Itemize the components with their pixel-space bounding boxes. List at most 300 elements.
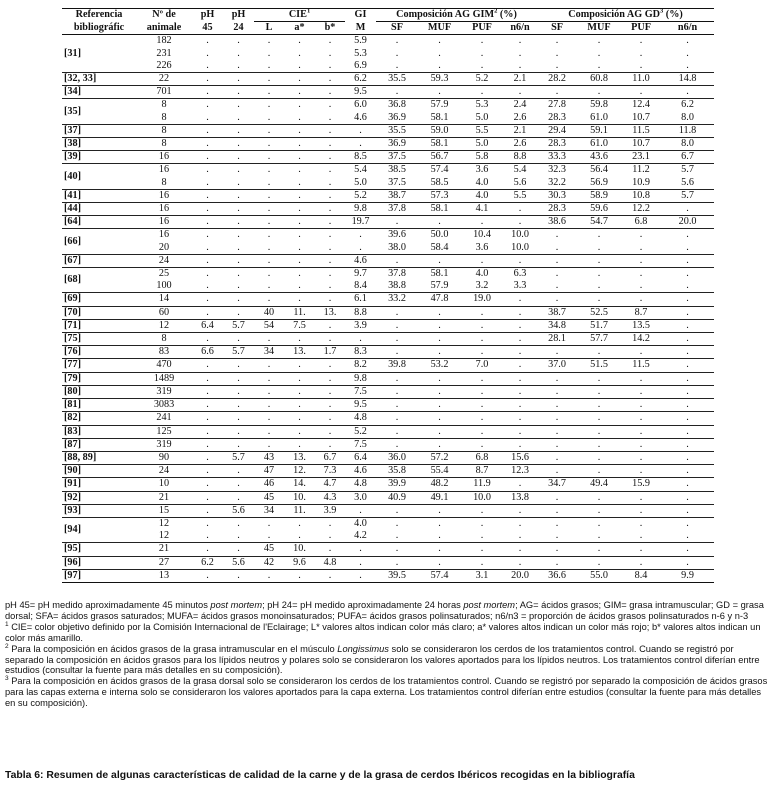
value-cell: . xyxy=(223,306,254,319)
value-cell: . xyxy=(192,189,223,202)
reference-cell: [39] xyxy=(62,151,136,164)
table-row xyxy=(62,242,714,255)
value-cell: 6.4 xyxy=(345,451,376,464)
value-cell: . xyxy=(395,35,399,47)
value-cell: . xyxy=(315,229,345,242)
header-gd-muf: MUF xyxy=(577,22,621,35)
value-cell: . xyxy=(503,333,537,346)
reference-cell: [76] xyxy=(62,346,136,359)
value-cell: . xyxy=(661,359,714,372)
value-cell: . xyxy=(223,254,254,267)
value-cell: 20.0 xyxy=(503,569,537,582)
value-cell: . xyxy=(503,425,537,438)
value-cell: 8 xyxy=(161,176,167,188)
value-cell: . xyxy=(298,241,301,253)
value-cell: . xyxy=(345,124,376,137)
value-cell: . xyxy=(376,306,418,319)
value-cell: 39.6 xyxy=(376,229,418,242)
data-table xyxy=(62,8,714,583)
value-cell: . xyxy=(661,333,714,346)
value-cell: 58.1 xyxy=(418,203,461,216)
value-cell: 45 xyxy=(254,543,284,556)
value-cell: 21 xyxy=(136,543,192,556)
header-ph45: pH xyxy=(192,9,223,22)
value-cell: . xyxy=(284,203,315,216)
value-cell: . xyxy=(621,491,661,504)
value-cell: . xyxy=(298,280,301,292)
value-cell: . xyxy=(661,478,714,491)
table-row xyxy=(62,112,714,125)
value-cell: . xyxy=(192,359,223,372)
value-cell: . xyxy=(223,293,254,306)
value-cell: . xyxy=(418,372,461,385)
value-cell: . xyxy=(254,412,284,425)
value-cell: . xyxy=(192,491,223,504)
value-cell: . xyxy=(376,319,418,332)
value-cell: 4.3 xyxy=(315,491,345,504)
value-cell: . xyxy=(328,47,332,59)
value-cell: . xyxy=(376,438,418,451)
value-cell: . xyxy=(621,268,661,281)
value-cell: . xyxy=(518,47,522,59)
footnote-1: $^1$ CIE= color objetivo definido por la Comisión Internacional de l'Eclairage; L* valores altos indican color más claro; a* valores altos indican un color más rojo; b* valores altos indican un color más amarillo. xyxy=(5,620,761,643)
value-cell: . xyxy=(461,306,503,319)
reference-cell: [81] xyxy=(62,399,136,412)
value-cell: . xyxy=(315,319,345,332)
reference-cell: [96] xyxy=(62,556,136,569)
value-cell: . xyxy=(503,556,537,569)
value-cell: . xyxy=(480,47,484,59)
reference-cell: [75] xyxy=(62,333,136,346)
value-cell: . xyxy=(661,86,714,99)
value-cell: 28.1 xyxy=(537,333,577,346)
value-cell: . xyxy=(206,47,209,59)
value-cell: 5.8 xyxy=(461,151,503,164)
value-cell: . xyxy=(661,268,714,281)
reference-cell: [93] xyxy=(62,504,136,517)
value-cell: . xyxy=(192,216,223,229)
value-cell: . xyxy=(597,35,601,47)
value-cell: 470 xyxy=(136,359,192,372)
value-cell: 53.2 xyxy=(418,359,461,372)
table-row xyxy=(62,372,714,385)
value-cell: 5.0 xyxy=(475,111,489,123)
value-cell: . xyxy=(418,517,461,530)
value-cell: 59.3 xyxy=(418,73,461,86)
value-cell: . xyxy=(577,517,621,530)
value-cell: 10 xyxy=(136,478,192,491)
value-cell: 13 xyxy=(136,569,192,582)
value-cell: . xyxy=(577,412,621,425)
reference-cell: [88, 89] xyxy=(62,451,136,464)
header-gim-sf: SF xyxy=(376,22,418,35)
value-cell: 57.9 xyxy=(418,99,461,112)
table-row xyxy=(62,346,714,359)
value-cell: . xyxy=(661,229,714,242)
value-cell: 8 xyxy=(136,124,192,137)
value-cell: 3.1 xyxy=(461,569,503,582)
value-cell: . xyxy=(503,372,537,385)
value-cell: . xyxy=(661,438,714,451)
header-row-sub xyxy=(62,22,714,35)
value-cell: 38.6 xyxy=(537,216,577,229)
reference-cell: [34] xyxy=(62,86,136,99)
value-cell: 5.4 xyxy=(345,164,376,177)
header-cie: CIE$^1$ xyxy=(254,9,345,22)
value-cell: . xyxy=(284,399,315,412)
value-cell: 33.2 xyxy=(376,293,418,306)
value-cell: 2.1 xyxy=(503,73,537,86)
value-cell: . xyxy=(438,47,441,59)
reference-cell: [97] xyxy=(62,569,136,582)
value-cell: . xyxy=(686,241,689,253)
value-cell: . xyxy=(621,254,661,267)
value-cell: 8.4 xyxy=(621,569,661,582)
header-ref-line2: bibliográfic xyxy=(62,22,136,35)
value-cell: 13.8 xyxy=(503,491,537,504)
value-cell: . xyxy=(223,86,254,99)
value-cell: . xyxy=(661,399,714,412)
value-cell: . xyxy=(223,478,254,491)
value-cell: . xyxy=(223,73,254,86)
value-cell: . xyxy=(577,465,621,478)
value-cell: . xyxy=(503,438,537,451)
value-cell: . xyxy=(597,241,601,253)
value-cell: 15.9 xyxy=(621,478,661,491)
value-cell: . xyxy=(315,268,345,281)
value-cell: . xyxy=(315,203,345,216)
value-cell: . xyxy=(621,86,661,99)
reference-cell: [68] xyxy=(62,268,136,293)
value-cell: 59.1 xyxy=(577,124,621,137)
value-cell: . xyxy=(537,438,577,451)
value-cell: 125 xyxy=(136,425,192,438)
value-cell: . xyxy=(661,425,714,438)
value-cell: . xyxy=(461,504,503,517)
header-n: Nº de xyxy=(136,9,192,22)
value-cell: . xyxy=(376,385,418,398)
value-cell: . xyxy=(284,164,315,177)
value-cell: . xyxy=(686,35,689,47)
value-cell: 7.5 xyxy=(284,319,315,332)
value-cell: . xyxy=(661,491,714,504)
header-gim-muf: MUF xyxy=(418,22,461,35)
value-cell: . xyxy=(621,412,661,425)
value-cell: . xyxy=(284,189,315,202)
value-cell: 14.8 xyxy=(661,73,714,86)
value-cell: . xyxy=(223,399,254,412)
value-cell: . xyxy=(284,124,315,137)
value-cell: . xyxy=(577,385,621,398)
value-cell: . xyxy=(577,372,621,385)
value-cell: . xyxy=(597,59,601,71)
value-cell: 32.2 xyxy=(548,176,566,188)
header-gim-line2: M xyxy=(345,22,376,35)
value-cell: 11.5 xyxy=(621,124,661,137)
value-cell: . xyxy=(315,216,345,229)
value-cell: . xyxy=(537,372,577,385)
value-cell: 12 xyxy=(136,517,192,530)
value-cell: . xyxy=(315,569,345,582)
value-cell: 40.9 xyxy=(376,491,418,504)
value-cell: . xyxy=(192,164,223,177)
value-cell: . xyxy=(503,306,537,319)
value-cell: . xyxy=(686,530,689,542)
value-cell: . xyxy=(223,412,254,425)
table-row xyxy=(62,138,714,151)
value-cell: . xyxy=(461,438,503,451)
value-cell: . xyxy=(192,151,223,164)
value-cell: 6.1 xyxy=(345,293,376,306)
value-cell: 5.7 xyxy=(223,319,254,332)
table-row xyxy=(62,569,714,582)
value-cell: 4.6 xyxy=(354,111,367,123)
value-cell: . xyxy=(418,556,461,569)
value-cell: . xyxy=(223,543,254,556)
value-cell: . xyxy=(254,203,284,216)
value-cell: 9.5 xyxy=(345,86,376,99)
value-cell: . xyxy=(328,241,332,253)
value-cell: . xyxy=(315,372,345,385)
value-cell: . xyxy=(192,138,223,151)
value-cell: 39.9 xyxy=(376,478,418,491)
value-cell: . xyxy=(461,556,503,569)
value-cell: . xyxy=(639,47,643,59)
value-cell: . xyxy=(223,203,254,216)
value-cell: . xyxy=(661,319,714,332)
value-cell: 231 xyxy=(156,47,172,59)
value-cell: . xyxy=(621,372,661,385)
value-cell: . xyxy=(254,268,284,281)
table-row xyxy=(62,385,714,398)
value-cell: . xyxy=(267,176,271,188)
value-cell: . xyxy=(503,478,537,491)
table-row xyxy=(62,280,714,293)
value-cell: . xyxy=(461,425,503,438)
value-cell: 10.0 xyxy=(461,491,503,504)
value-cell: 14.2 xyxy=(621,333,661,346)
value-cell: 10. xyxy=(284,543,315,556)
value-cell: 24 xyxy=(136,465,192,478)
value-cell: . xyxy=(192,451,223,464)
value-cell: 37.8 xyxy=(376,268,418,281)
value-cell: 51.5 xyxy=(577,359,621,372)
value-cell: . xyxy=(254,254,284,267)
value-cell: 8.0 xyxy=(661,138,714,151)
value-cell: . xyxy=(418,319,461,332)
reference-cell: [69] xyxy=(62,293,136,306)
value-cell: 57.2 xyxy=(418,451,461,464)
value-cell: . xyxy=(376,86,418,99)
value-cell: . xyxy=(621,517,661,530)
value-cell: . xyxy=(621,438,661,451)
value-cell: . xyxy=(223,216,254,229)
value-cell: . xyxy=(686,47,689,59)
value-cell: 57.4 xyxy=(418,164,461,177)
value-cell: . xyxy=(555,530,559,542)
value-cell: . xyxy=(661,346,714,359)
value-cell: 13. xyxy=(284,346,315,359)
value-cell: . xyxy=(223,151,254,164)
value-cell: . xyxy=(537,346,577,359)
value-cell: 6.4 xyxy=(192,319,223,332)
value-cell: 6.7 xyxy=(315,451,345,464)
value-cell: . xyxy=(418,504,461,517)
value-cell: 40 xyxy=(254,306,284,319)
value-cell: 36.0 xyxy=(376,451,418,464)
value-cell: 36.8 xyxy=(376,99,418,112)
value-cell: . xyxy=(192,99,223,112)
reference-cell: [83] xyxy=(62,425,136,438)
table-row xyxy=(62,35,714,48)
value-cell: . xyxy=(503,319,537,332)
table-row xyxy=(62,425,714,438)
value-cell: 4.0 xyxy=(461,268,503,281)
value-cell: . xyxy=(345,229,376,242)
value-cell: 5.3 xyxy=(354,47,367,59)
value-cell: 5.5 xyxy=(461,124,503,137)
value-cell: . xyxy=(254,229,284,242)
value-cell: 2.4 xyxy=(503,99,537,112)
header-n-line2: animale xyxy=(136,22,192,35)
value-cell: 8.0 xyxy=(681,111,694,123)
value-cell: . xyxy=(206,35,209,47)
value-cell: . xyxy=(254,216,284,229)
value-cell: 8 xyxy=(136,333,192,346)
value-cell: 60.8 xyxy=(577,73,621,86)
value-cell: . xyxy=(661,306,714,319)
table-row xyxy=(62,293,714,306)
table-row xyxy=(62,73,714,86)
value-cell: 7.5 xyxy=(345,438,376,451)
value-cell: . xyxy=(298,176,301,188)
value-cell: . xyxy=(597,530,601,542)
value-cell: . xyxy=(298,47,301,59)
value-cell: 3.2 xyxy=(475,280,489,292)
value-cell: . xyxy=(223,372,254,385)
value-cell: 32.3 xyxy=(537,164,577,177)
value-cell: . xyxy=(267,530,271,542)
reference-cell: [91] xyxy=(62,478,136,491)
value-cell: . xyxy=(418,216,461,229)
value-cell: . xyxy=(461,216,503,229)
table-row xyxy=(62,86,714,99)
value-cell: 12. xyxy=(284,465,315,478)
value-cell: 58.4 xyxy=(430,241,449,253)
value-cell: . xyxy=(192,465,223,478)
value-cell: 13. xyxy=(315,306,345,319)
value-cell: . xyxy=(577,346,621,359)
value-cell: 6.0 xyxy=(345,99,376,112)
value-cell: . xyxy=(376,412,418,425)
value-cell: 5.6 xyxy=(513,176,527,188)
table-body xyxy=(62,35,714,583)
reference-cell: [35] xyxy=(62,99,136,124)
header-gd-puf: PUF xyxy=(621,22,661,35)
value-cell: 12 xyxy=(136,319,192,332)
value-cell: . xyxy=(537,229,577,242)
value-cell: . xyxy=(577,491,621,504)
value-cell: . xyxy=(267,35,271,47)
value-cell: 8 xyxy=(136,138,192,151)
value-cell: 27 xyxy=(136,556,192,569)
table-row xyxy=(62,517,714,530)
value-cell: 6.8 xyxy=(461,451,503,464)
value-cell: 16 xyxy=(136,189,192,202)
value-cell: 57.9 xyxy=(430,280,449,292)
value-cell: . xyxy=(192,425,223,438)
value-cell: 9.5 xyxy=(345,399,376,412)
value-cell: 1.7 xyxy=(315,346,345,359)
value-cell: 38.8 xyxy=(388,280,406,292)
reference-cell: [66] xyxy=(62,229,136,254)
table-row xyxy=(62,530,714,543)
value-cell: . xyxy=(254,359,284,372)
value-cell: . xyxy=(537,268,577,281)
value-cell: . xyxy=(661,556,714,569)
value-cell: 11.9 xyxy=(461,478,503,491)
value-cell: . xyxy=(661,465,714,478)
value-cell: 54 xyxy=(254,319,284,332)
value-cell: 38.0 xyxy=(388,241,406,253)
value-cell: 6.2 xyxy=(661,99,714,112)
value-cell: . xyxy=(284,151,315,164)
table-row xyxy=(62,254,714,267)
footnote-3: $^3$ Para la composición en ácidos grasos de la grasa dorsal solo se consideraron los cerdos de los tratamientos control. Cuando se registró por separado la composición de ácidos grasos para las capas externa e interna solo se consideraron los valores aportados para la capa externa. Los tratamientos control diferían entre estudios (consultar la fuente para más detalles en su composición). xyxy=(5,675,768,709)
value-cell: . xyxy=(315,293,345,306)
value-cell: 6.8 xyxy=(621,216,661,229)
value-cell: 61.0 xyxy=(577,138,621,151)
reference-cell: [32, 33] xyxy=(62,73,136,86)
reference-cell: [95] xyxy=(62,543,136,556)
value-cell: . xyxy=(284,359,315,372)
value-cell: . xyxy=(621,543,661,556)
value-cell: . xyxy=(345,543,376,556)
value-cell: . xyxy=(223,517,254,530)
value-cell: . xyxy=(639,241,643,253)
value-cell: 58.5 xyxy=(430,176,449,188)
value-cell: . xyxy=(395,59,399,71)
value-cell: . xyxy=(661,203,714,216)
table-row xyxy=(62,504,714,517)
header-gim-puf: PUF xyxy=(461,22,503,35)
value-cell: . xyxy=(345,569,376,582)
value-cell: 43.6 xyxy=(577,151,621,164)
value-cell: . xyxy=(192,517,223,530)
value-cell: . xyxy=(328,530,332,542)
value-cell: . xyxy=(577,229,621,242)
value-cell: . xyxy=(376,517,418,530)
value-cell: 8.8 xyxy=(345,306,376,319)
value-cell: . xyxy=(315,359,345,372)
value-cell: 83 xyxy=(136,346,192,359)
reference-cell: [40] xyxy=(62,164,136,189)
value-cell: 8.2 xyxy=(345,359,376,372)
value-cell: 10.8 xyxy=(621,189,661,202)
value-cell: 21 xyxy=(136,491,192,504)
value-cell: 11.0 xyxy=(621,73,661,86)
value-cell: 35.5 xyxy=(376,124,418,137)
value-cell: . xyxy=(223,359,254,372)
value-cell: 8 xyxy=(136,99,192,112)
value-cell: 47 xyxy=(254,465,284,478)
value-cell: 12.3 xyxy=(503,465,537,478)
value-cell: . xyxy=(192,254,223,267)
reference-cell: [80] xyxy=(62,385,136,398)
value-cell: 7.3 xyxy=(315,465,345,478)
value-cell: . xyxy=(254,164,284,177)
value-cell: . xyxy=(254,138,284,151)
